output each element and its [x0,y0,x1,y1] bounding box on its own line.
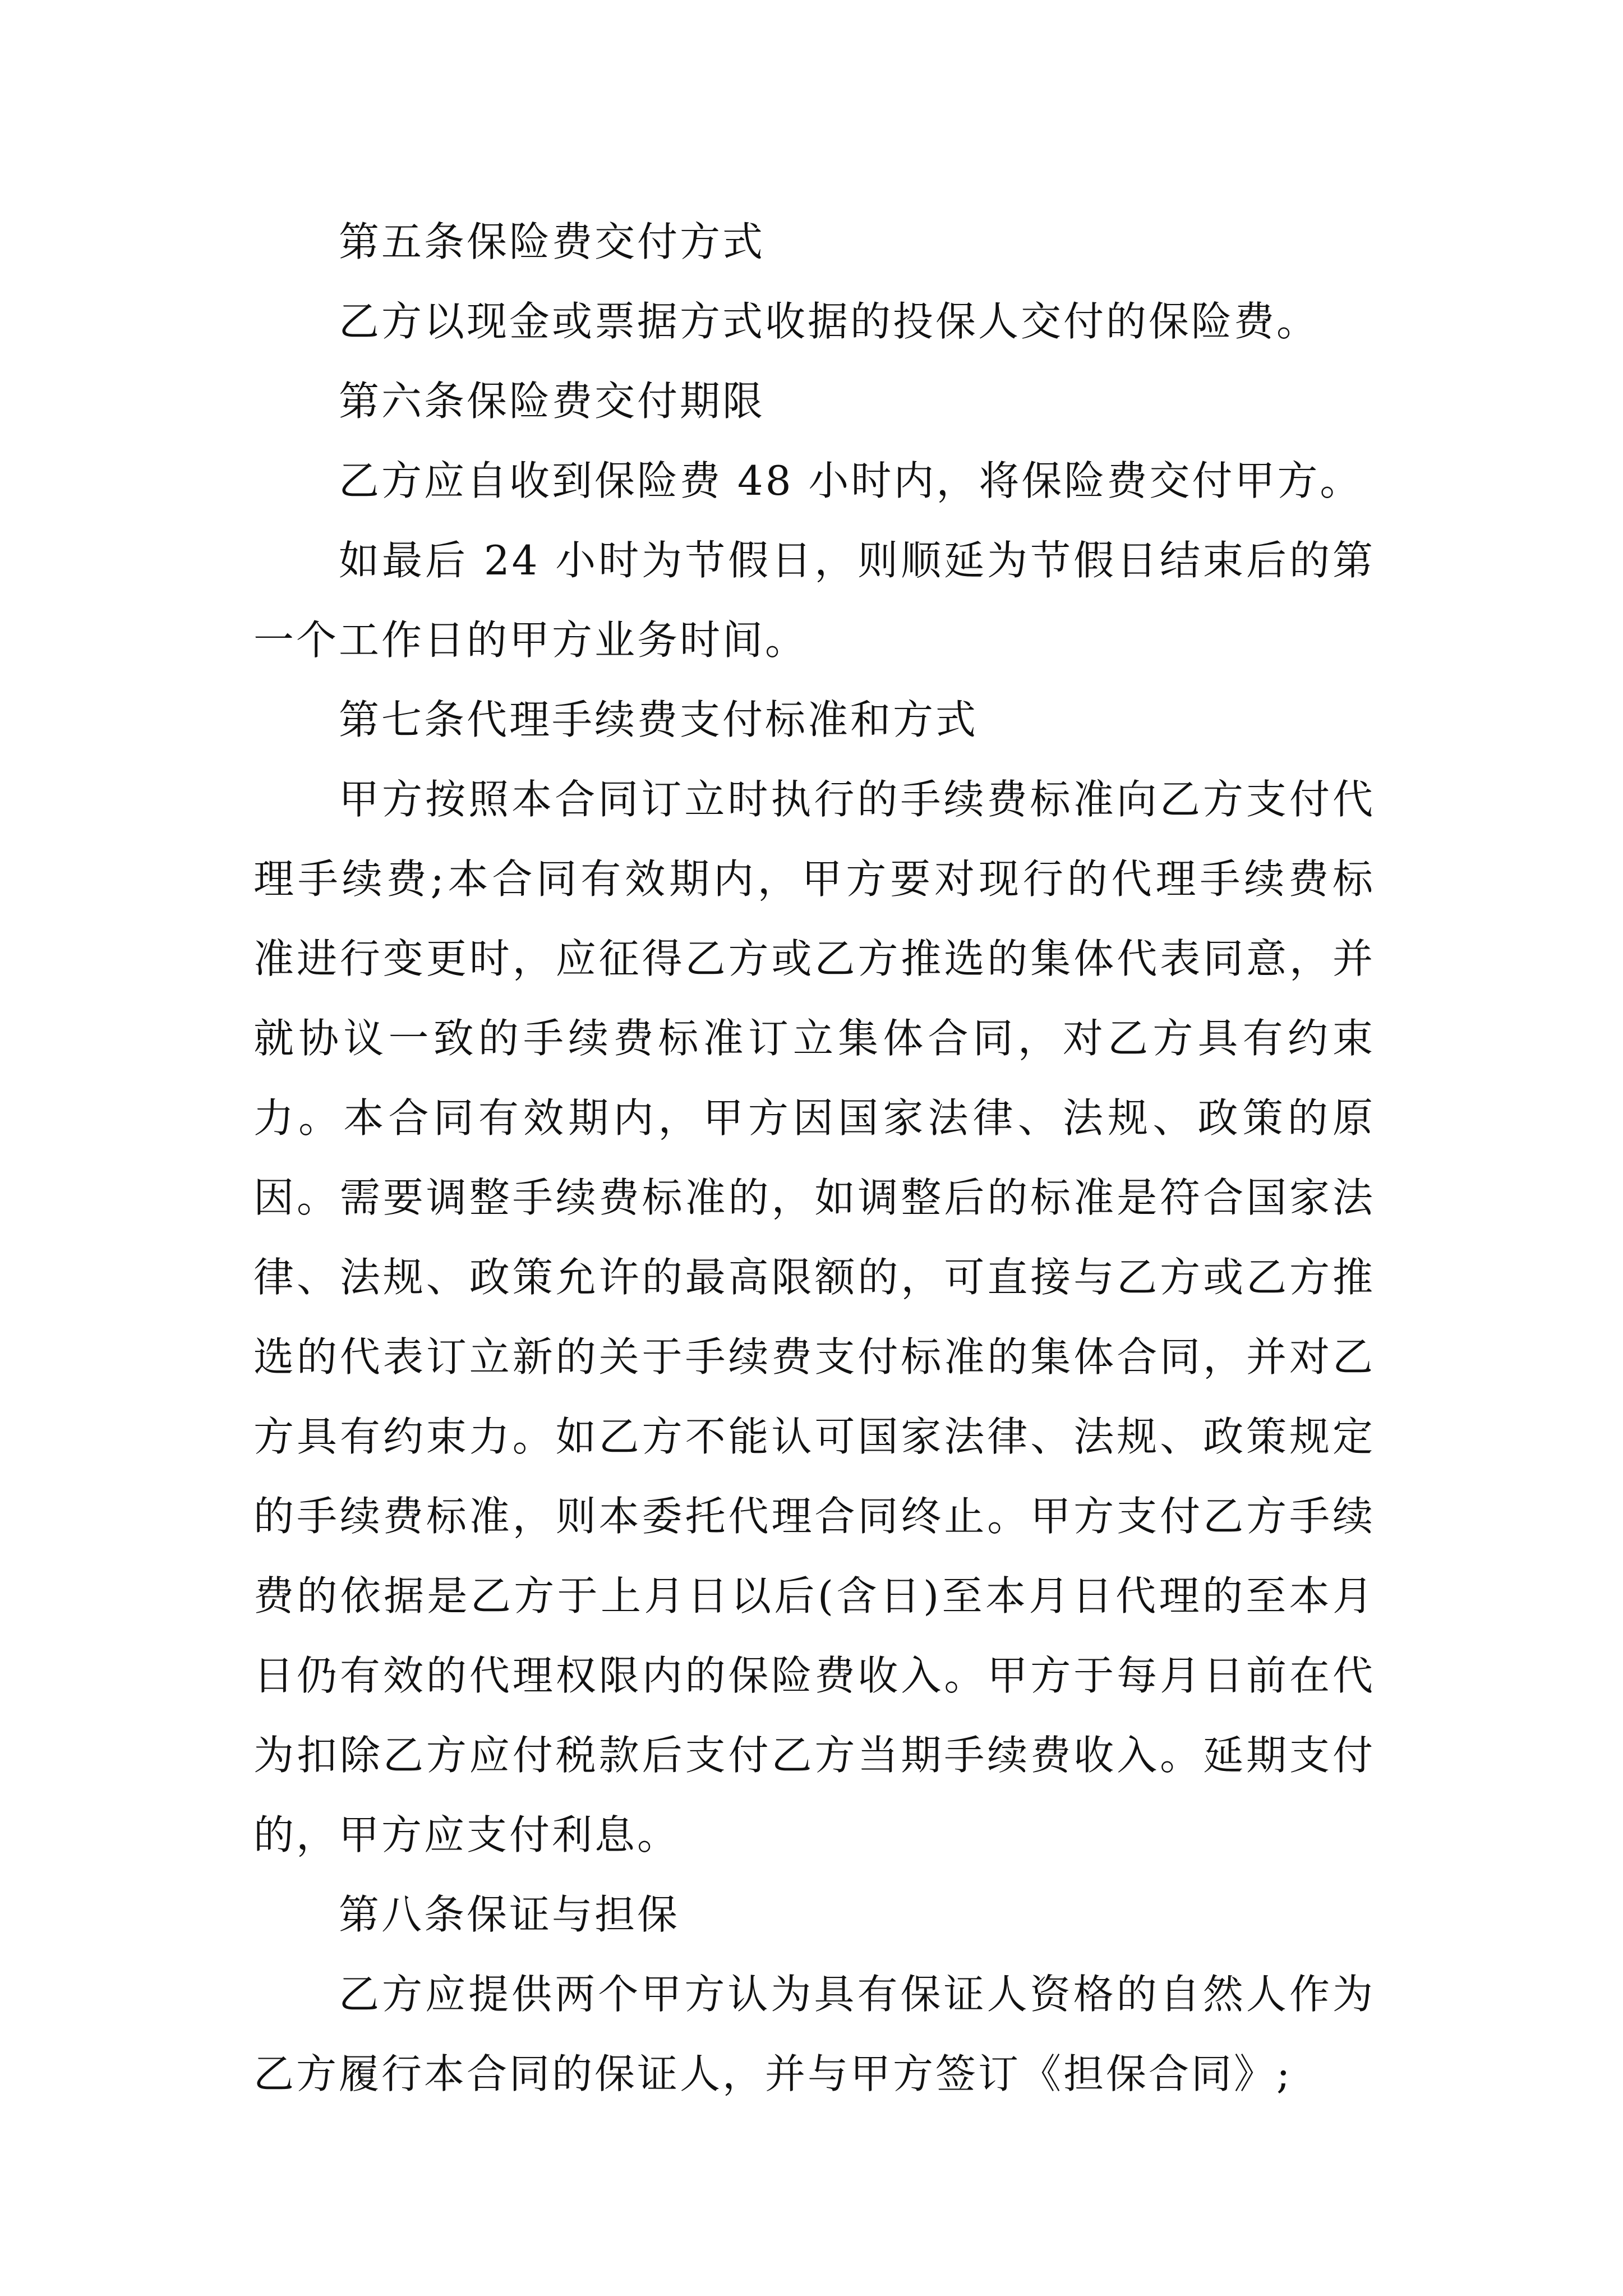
article-8-heading: 第八条保证与担保 [339,1891,680,1938]
article-8-text: 乙方应提供两个甲方认为具有保证人资格的自然人作为乙方履行本合同的保证人，并与甲方签订《担保合同》; [253,1971,1375,2097]
article-5-text: 乙方以现金或票据方式收据的投保人交付的保险费。 [339,298,1320,345]
article-7-heading: 第七条代理手续费支付标准和方式 [339,696,979,743]
article-6-heading: 第六条保险费交付期限 [339,378,766,425]
article-5-heading: 第五条保险费交付方式 [339,218,766,265]
article-6-holiday-text: 如最后 24 小时为节假日，则顺延为节假日结束后的第一个工作日的甲方业务时间。 [253,537,1375,664]
article-6-text: 乙方应自收到保险费 48 小时内，将保险费交付甲方。 [339,457,1363,504]
document-body [253,202,1375,2114]
article-7-text: 甲方按照本合同订立时执行的手续费标准向乙方支付代理手续费;本合同有效期内，甲方要对现行的代理手续费标准进行变更时，应征得乙方或乙方推选的集体代表同意，并就协议一致的手续费标准订立集体合同，对乙方具有约束力。本合同有效期内，甲方因国家法律、法规、政策的原因。需要调整手续费标准的，如调整后的标准是符合国家法律、法规、政策允许的最高限额的，可直接与乙方或乙方推选的代表订立新的关于手续费支付标准的集体合同，并对乙方具有约束力。如乙方不能认可国家法律、法规、政策规定的手续费标准，则本委托代理合同终止。甲方支付乙方手续费的依据是乙方于上月日以后(含日)至本月日代理的至本月日仍有效的代理权限内的保险费收入。甲方于每月日前在代为扣除乙方应付税款后支付乙方当期手续费收入。延期支付的，甲方应支付利息。 [253,776,1375,1858]
